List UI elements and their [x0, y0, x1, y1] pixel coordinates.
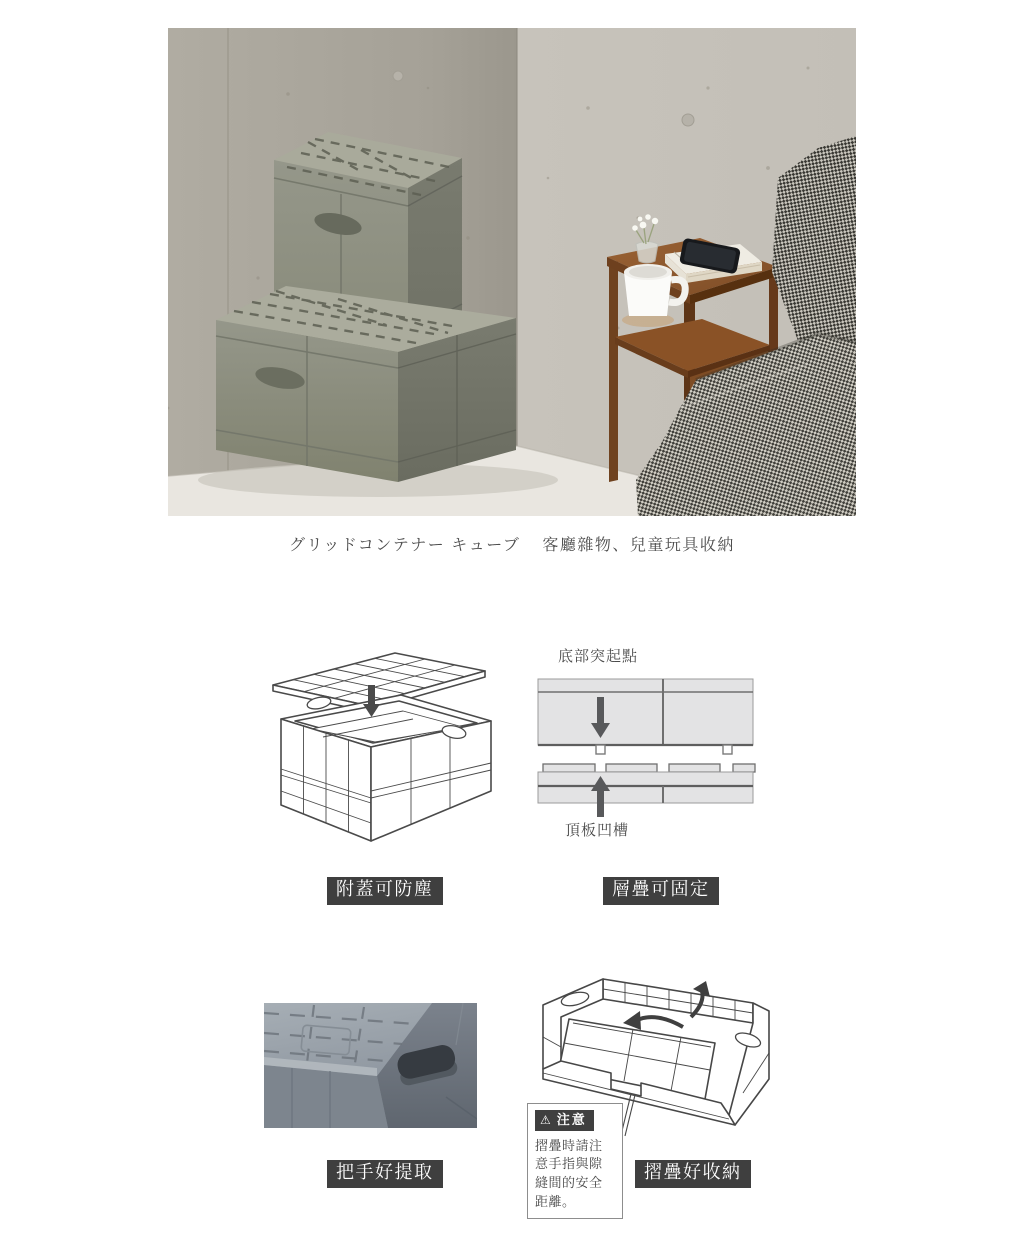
back-wall [603, 979, 753, 1023]
hero-photo [168, 28, 856, 516]
product-name-jp: グリッドコンテナー キューブ [289, 537, 521, 554]
front-box [216, 286, 516, 482]
caution-note [527, 1103, 623, 1219]
handle-photo [264, 1003, 477, 1128]
caution-title: 注意 [556, 1112, 587, 1127]
stack-diagram [527, 643, 762, 843]
feature-badge-handle: 把手好提取 [327, 1160, 443, 1188]
warning-icon: ⚠ [540, 1112, 553, 1127]
lid-diagram [253, 641, 498, 846]
caution-title-badge [535, 1110, 594, 1131]
lower-lid-top [538, 764, 755, 817]
product-usage-zh: 客廳雜物、兒童玩具收納 [542, 537, 735, 554]
stack-top-label: 底部突起點 [558, 648, 639, 665]
feature-badge-lid: 附蓋可防塵 [327, 877, 443, 905]
product-caption [0, 532, 1024, 555]
bottom-nub [596, 745, 605, 754]
crate-body [281, 695, 491, 841]
upper-box-bottom [538, 679, 753, 754]
caution-text: 摺疊時請注意手指與隙縫間的安全距離。 [535, 1137, 603, 1210]
stack-bottom-label: 頂板凹槽 [565, 822, 630, 839]
feature-badge-stack: 層疊可固定 [603, 877, 719, 905]
bottom-nub [723, 745, 732, 754]
feature-badge-fold: 摺疊好收納 [635, 1160, 751, 1188]
hero-photo-illustration [168, 28, 856, 516]
